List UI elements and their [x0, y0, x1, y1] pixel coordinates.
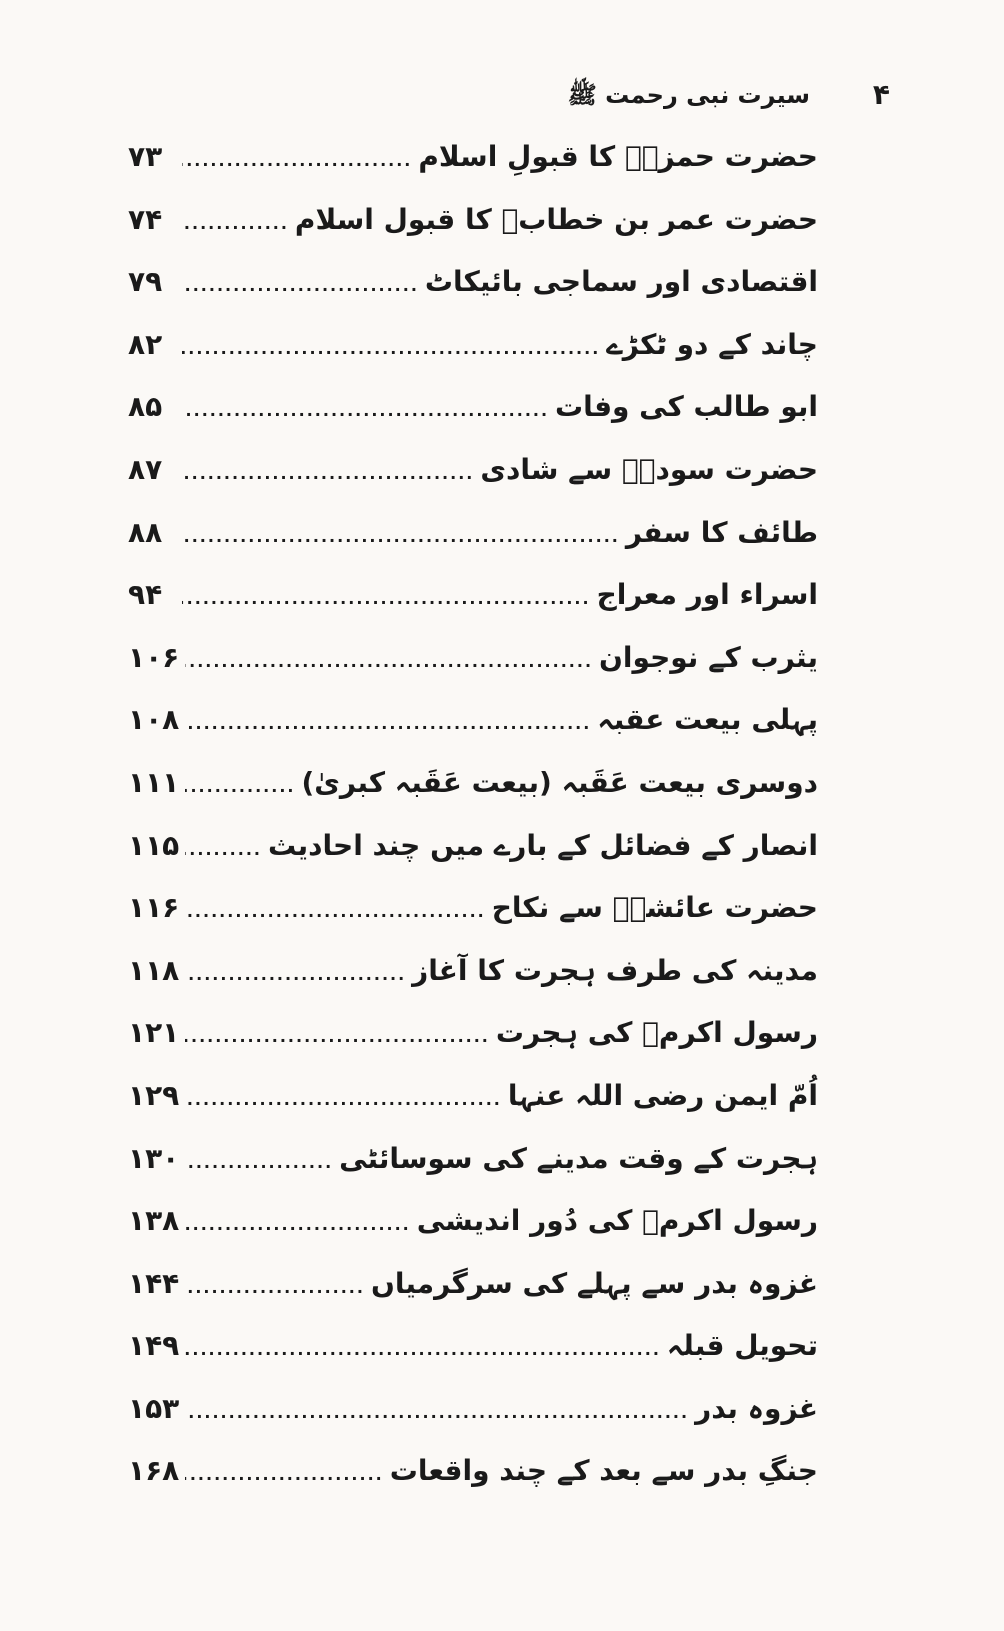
toc-entry-title: پہلی بیعت عقبہ [597, 703, 818, 737]
toc-entry[interactable] [128, 1392, 818, 1455]
toc-entry-title: دوسری بیعت عَقَبہ (بیعت عَقَبہ کبریٰ) [301, 765, 818, 799]
toc-entry-page: ۱۱۱ [128, 765, 180, 799]
toc-entry-page: ۹۴ [128, 578, 163, 612]
leader-dots [185, 1090, 502, 1109]
running-title: سیرت نبی رحمت ﷺ [567, 81, 810, 109]
toc-entry[interactable] [128, 453, 818, 516]
toc-entry-title: حضرت عائشہؓ سے نکاح [491, 891, 818, 925]
toc-entry-title: حضرت عمر بن خطابؓ کا قبول اسلام [294, 202, 818, 236]
leader-dots [185, 1465, 383, 1484]
toc-entry[interactable] [128, 1079, 818, 1142]
leader-dots [185, 714, 591, 733]
toc-entry-page: ۷۳ [128, 140, 163, 173]
toc-entry-page: ۱۱۶ [128, 891, 180, 925]
toc-entry-page: ۱۳۸ [128, 1204, 180, 1238]
toc-entry[interactable] [128, 1204, 818, 1267]
toc-entry-title: یثرب کے نوجوان [599, 640, 818, 674]
toc-entry-title: انصار کے فضائل کے بارے میں چند احادیث [267, 828, 818, 862]
toc-entry-page: ۱۰۶ [128, 640, 180, 674]
toc-entry-title: اقتصادی اور سماجی بائیکاٹ [424, 265, 818, 299]
leader-dots [185, 652, 593, 671]
leader-dots [182, 589, 591, 608]
page-number: ۴ [872, 78, 890, 111]
toc-entry-page: ۸۸ [128, 515, 163, 549]
toc-entry[interactable] [128, 703, 818, 766]
toc-entry-title: چاند کے دو ٹکڑے [606, 327, 818, 361]
toc-entry-page: ۸۷ [128, 452, 163, 486]
leader-dots [185, 840, 262, 859]
toc-entry-title: غزوہ بدر سے پہلے کی سرگرمیاں [370, 1266, 818, 1300]
toc-entry-page: ۱۱۵ [128, 828, 180, 862]
toc-entry-title: ہجرت کے وقت مدینے کی سوسائٹی [339, 1141, 818, 1175]
leader-dots [182, 276, 419, 295]
leader-dots [185, 1215, 410, 1234]
toc-entry[interactable] [128, 578, 818, 641]
toc-entry[interactable] [128, 891, 818, 954]
leader-dots [185, 777, 295, 796]
toc-entry-page: ۱۲۱ [128, 1016, 180, 1050]
leader-dots [185, 1153, 333, 1172]
toc-entry[interactable] [128, 766, 818, 829]
toc-entry[interactable] [128, 1454, 818, 1517]
toc-entry-page: ۱۰۸ [128, 703, 180, 737]
toc-entry[interactable] [128, 1329, 818, 1392]
toc-entry-title: طائف کا سفر [625, 515, 818, 549]
toc-entry-page: ۱۵۳ [128, 1391, 180, 1425]
toc-entry-title: ابو طالب کی وفات [555, 390, 818, 424]
toc-entry-page: ۱۶۸ [128, 1454, 180, 1488]
toc-entry[interactable] [128, 140, 818, 203]
leader-dots [182, 214, 289, 233]
toc-entry-title: جنگِ بدر سے بعد کے چند واقعات [389, 1454, 818, 1488]
leader-dots [182, 464, 474, 483]
toc-entry[interactable] [128, 203, 818, 266]
toc-entry[interactable] [128, 328, 818, 391]
toc-entry-title: تحویل قبلہ [666, 1329, 818, 1363]
toc-entry-page: ۱۳۰ [128, 1141, 180, 1175]
toc-entry-title: حضرت سودہؓ سے شادی [480, 452, 818, 486]
leader-dots [185, 1027, 490, 1046]
leader-dots [182, 401, 549, 420]
toc-entry[interactable] [128, 1142, 818, 1205]
toc-entry[interactable] [128, 954, 818, 1017]
toc-entry-page: ۱۴۹ [128, 1329, 180, 1363]
toc-entry[interactable] [128, 641, 818, 704]
toc-entry-title: رسول اکرمؐ کی ہجرت [495, 1016, 818, 1050]
toc-entry-title: حضرت حمزہؓ کا قبولِ اسلام [418, 140, 818, 173]
leader-dots [182, 151, 412, 170]
toc-entry[interactable] [128, 1016, 818, 1079]
toc-entry-title: مدینہ کی طرف ہجرت کا آغاز [412, 953, 818, 987]
leader-dots [182, 339, 600, 358]
toc-entry[interactable] [128, 829, 818, 892]
toc-entry[interactable] [128, 516, 818, 579]
toc-entry-page: ۸۲ [128, 327, 163, 361]
leader-dots [185, 1340, 661, 1359]
toc-entry-page: ۸۵ [128, 390, 163, 424]
leader-dots [185, 1278, 365, 1297]
toc-entry[interactable] [128, 390, 818, 453]
toc-entry-page: ۷۴ [128, 202, 163, 236]
toc-entry-title: اُمّ ایمن رضی اللہ عنہا [507, 1078, 818, 1112]
toc-entry-page: ۱۲۹ [128, 1078, 180, 1112]
leader-dots [182, 527, 620, 546]
page-header [560, 78, 890, 118]
leader-dots [185, 902, 485, 921]
toc-entry-page: ۱۴۴ [128, 1266, 180, 1300]
toc-entry-title: رسول اکرمؐ کی دُور اندیشی [416, 1204, 818, 1238]
toc-entry[interactable] [128, 265, 818, 328]
toc-entry-title: اسراء اور معراج [596, 578, 818, 612]
leader-dots [185, 1403, 689, 1422]
toc-entry-page: ۱۱۸ [128, 953, 180, 987]
toc-entry-title: غزوہ بدر [695, 1391, 818, 1425]
leader-dots [185, 965, 406, 984]
table-of-contents [128, 140, 818, 1517]
toc-entry[interactable] [128, 1267, 818, 1330]
toc-entry-page: ۷۹ [128, 265, 163, 299]
